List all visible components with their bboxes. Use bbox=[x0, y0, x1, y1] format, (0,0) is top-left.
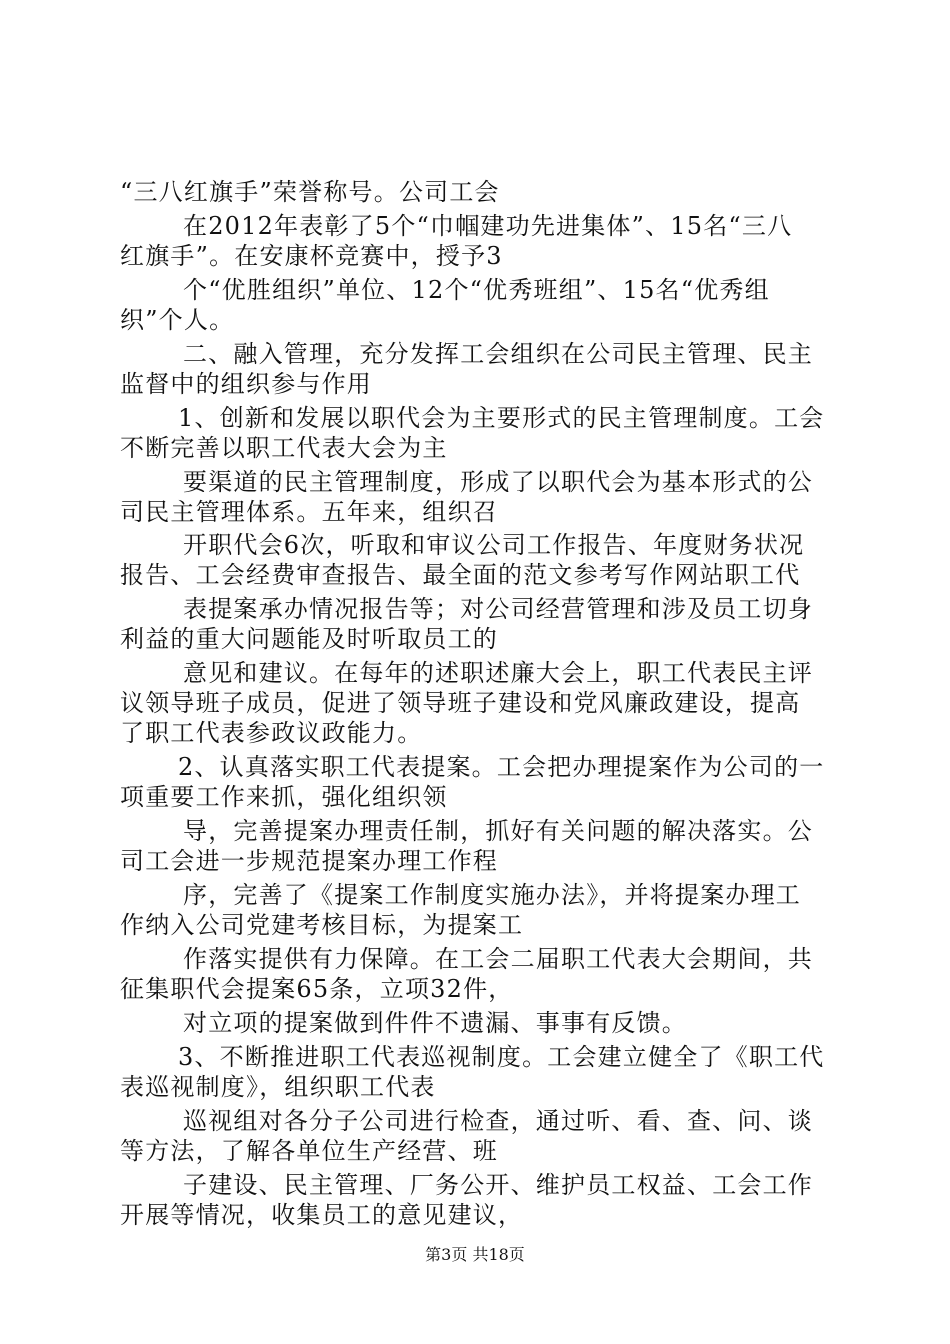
text-line: 对立项的提案做到件件不遗漏、事事有反馈。 bbox=[183, 1009, 687, 1037]
page-number: 第3页 共18页 bbox=[425, 1245, 525, 1264]
text-line: 导，完善提案办理责任制，抓好有关问题的解决落实。公 bbox=[183, 817, 813, 845]
text-line: 二、融入管理，充分发挥工会组织在公司民主管理、民主 bbox=[183, 340, 813, 368]
text-line: 巡视组对各分子公司进行检查，通过听、看、查、问、谈 bbox=[183, 1107, 813, 1135]
text-line: 在2012年表彰了5个“巾帼建功先进集体”、15名“三八 bbox=[183, 212, 793, 240]
text-line: 开职代会6次，听取和审议公司工作报告、年度财务状况 bbox=[183, 531, 805, 559]
text-line: 序，完善了《提案工作制度实施办法》，并将提案办理工 bbox=[183, 881, 801, 909]
text-line: 作落实提供有力保障。在工会二届职工代表大会期间，共 bbox=[183, 945, 813, 973]
text-line: 3、不断推进职工代表巡视制度。工会建立健全了《职工代 bbox=[178, 1043, 825, 1071]
text-line: 意见和建议。在每年的述职述廉大会上，职工代表民主评 bbox=[183, 659, 813, 687]
text-line: 开展等情况，收集员工的意见建议， bbox=[120, 1201, 524, 1229]
text-line: “三八红旗手”荣誉称号。公司工会 bbox=[120, 178, 500, 206]
text-line: 要渠道的民主管理制度，形成了以职代会为基本形式的公 bbox=[183, 468, 813, 496]
text-line: 表提案承办情况报告等；对公司经营管理和涉及员工切身 bbox=[183, 595, 813, 623]
text-line: 2、认真落实职工代表提案。工会把办理提案作为公司的一 bbox=[178, 753, 825, 781]
text-line: 红旗手”。在安康杯竞赛中，授予3 bbox=[120, 242, 503, 270]
text-line: 作纳入公司党建考核目标，为提案工 bbox=[120, 911, 524, 939]
text-line: 利益的重大问题能及时听取员工的 bbox=[120, 625, 498, 653]
text-line: 报告、工会经费审查报告、最全面的范文参考写作网站职工代 bbox=[120, 561, 801, 589]
text-line: 征集职代会提案65条，立项32件， bbox=[120, 975, 514, 1003]
text-line: 织”个人。 bbox=[120, 306, 235, 334]
text-line: 议领导班子成员，促进了领导班子建设和党风廉政建设，提高 bbox=[120, 689, 801, 717]
text-line: 子建设、民主管理、厂务公开、维护员工权益、工会工作 bbox=[183, 1171, 813, 1199]
text-line: 监督中的组织参与作用 bbox=[120, 370, 372, 398]
text-line: 等方法，了解各单位生产经营、班 bbox=[120, 1137, 498, 1165]
text-line: 个“优胜组织”单位、12个“优秀班组”、15名“优秀组 bbox=[183, 276, 770, 304]
text-line: 司民主管理体系。五年来，组织召 bbox=[120, 498, 498, 526]
text-line: 表巡视制度》，组织职工代表 bbox=[120, 1073, 436, 1101]
text-line: 1、创新和发展以职代会为主要形式的民主管理制度。工会 bbox=[178, 404, 825, 432]
text-line: 不断完善以职工代表大会为主 bbox=[120, 434, 448, 462]
text-line: 项重要工作来抓，强化组织领 bbox=[120, 783, 448, 811]
text-line: 了职工代表参政议政能力。 bbox=[120, 719, 423, 747]
text-line: 司工会进一步规范提案办理工作程 bbox=[120, 847, 498, 875]
